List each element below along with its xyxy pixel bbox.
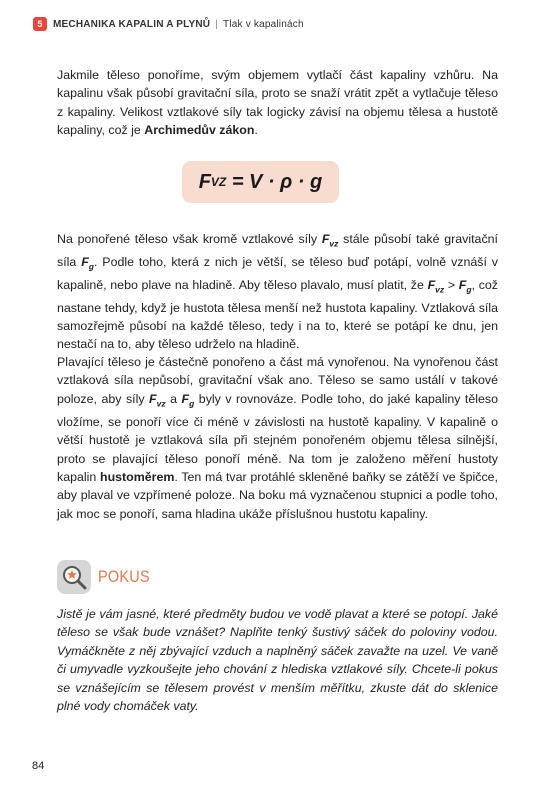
experiment-text: Jistě je vám jasné, které předměty budou ve vodě plavat a které se potopí. Jaké těleso se však bude vznášet? Naplňte tenký šustivý sáček do poloviny vodou. Vymáčkněte z něj zbývající vzduch a naplněný sáček zavažte na uzel. Ve vaně či umyvadle vyzkoušejte jeho chování z hlediska vztlakové síly. Chcete-li pokus se vznášejícím se tělesem provést v menším měřítku, zkuste dát do sklenice plné vody chomáček vaty. xyxy=(57,607,498,714)
formula-box xyxy=(182,161,339,203)
paragraph-archimedes xyxy=(57,66,498,140)
paragraph-text: byly v rovnováze. Podle toho, do jaké kapaliny těleso vložíme, se ponoří více či méně v závislosti na hustotě kapaliny. V kapalině o větší hustotě je vztlaková síla při stejném ponořeném objemu tělesa silnější, proto se plavající těleso ponoří méně. Na tom je založeno měření hustoty kapalin xyxy=(57,391,498,484)
page-number: 84 xyxy=(32,760,45,772)
gravity-force-symbol: $F_g$ xyxy=(181,391,195,409)
header-separator: | xyxy=(215,18,219,30)
paragraph-text: a xyxy=(165,391,182,406)
paragraph-text: . Podle toho, která z nich je větší, se těleso buď potápí, volně vznáší v kapalině, nebo plave na hladině. Aby těleso plavalo, musí platit, že xyxy=(57,254,498,292)
greater-than: > xyxy=(444,277,459,292)
buoyant-force-symbol: $F_{vz}$ xyxy=(427,277,445,295)
gravity-force-symbol: $F_g$ xyxy=(81,254,94,272)
buoyant-force-symbol: $F_{vz}$ xyxy=(321,232,339,249)
chapter-title: MECHANIKA KAPALIN A PLYNŮ xyxy=(53,18,211,30)
paragraph-experiment xyxy=(57,605,498,715)
buoyant-force-symbol: $F_{vz}$ xyxy=(149,391,166,409)
paragraph-text: Jakmile těleso ponoříme, svým objemem vytlačí část kapaliny vzhůru. Na kapalinu však působí gravitační síla, proto se snaží vrátit zpět a vytlačuje těleso z kapaliny. Velikost vztlakové síly tak logicky závisí na objemu tělesa a hustotě kapaliny, což je xyxy=(57,68,498,138)
paragraph-text: Plavající těleso je částečně ponořeno a část má vynořenou. Na vynořenou část vztlaková síla nepůsobí, gravitační však ano. Těleso se samo ustálí v takové poloze, aby síly xyxy=(57,355,498,406)
archimedes-law-term: Archimedův zákon xyxy=(144,123,255,138)
paragraph-end: . xyxy=(254,123,258,138)
formula-lhs: F xyxy=(198,170,211,193)
paragraph-text: , což nastane tehdy, když je hustota tělesa menší než hustota kapaliny. Vztlaková síla samozřejmě působí na každé těleso, tedy i na to, které se potápí ke dnu, jen nestačí na to, aby těleso udrželo na hladině. xyxy=(57,277,498,352)
paragraph-hydrometer xyxy=(57,353,498,523)
formula-lhs-sub: VZ xyxy=(210,175,227,189)
paragraph-text: Na ponořené těleso však kromě vztlakové síly xyxy=(57,232,322,246)
paragraph-text: stále působí také gravitační síla xyxy=(57,232,498,269)
pokus-label: POKUS xyxy=(98,567,150,586)
page-header xyxy=(33,17,304,31)
paragraph-text: . Ten má tvar protáhlé skleněné baňky se zátěží ve špičce, aby plaval ve vzpřímené poloze. Na boku má vyznačenou stupnici a podle toho, jak moc se ponoří, sama hladina ukáže příslušnou hustotu kapaliny. xyxy=(57,469,498,521)
chapter-badge: 5 xyxy=(33,17,47,31)
pokus-section-header xyxy=(57,560,159,594)
section-title: Tlak v kapalinách xyxy=(223,18,304,30)
hydrometer-term: hustoměrem xyxy=(100,469,175,484)
gravity-force-symbol: $F_g$ xyxy=(458,277,472,295)
magnifier-icon xyxy=(57,560,91,594)
formula-rhs: = V · ρ · g xyxy=(226,170,323,193)
paragraph-floating-condition xyxy=(57,230,498,354)
